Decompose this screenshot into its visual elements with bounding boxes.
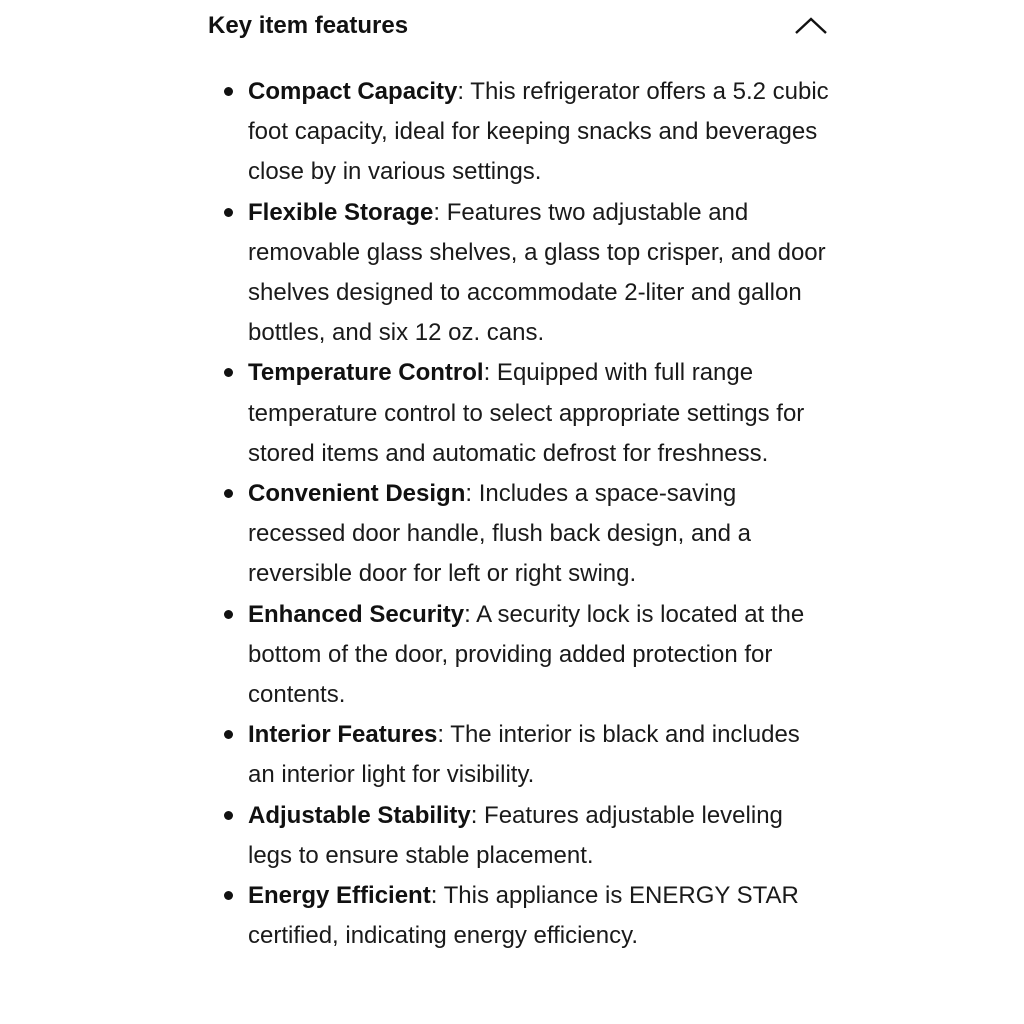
feature-name: Energy Efficient — [248, 882, 431, 910]
bullet — [224, 730, 233, 739]
feature-name: Convenient Design — [248, 480, 466, 508]
bullet — [224, 610, 233, 619]
feature-name: Flexible Storage — [248, 198, 434, 226]
key-features-panel — [208, 0, 830, 956]
list-item — [208, 353, 830, 474]
feature-description: : Features adjustable leveling legs to ensure stable placement. — [248, 801, 783, 869]
chevron-up-icon[interactable] — [794, 14, 828, 38]
feature-name: Adjustable Stability — [248, 801, 471, 829]
bullet — [224, 87, 233, 96]
bullet — [224, 368, 233, 377]
feature-name: Temperature Control — [248, 359, 484, 387]
list-item — [208, 474, 830, 595]
list-item — [208, 193, 830, 354]
key-features-header[interactable] — [208, 0, 830, 52]
feature-name: Enhanced Security — [248, 600, 465, 628]
feature-description: : This refrigerator offers a 5.2 cubic foot capacity, ideal for keeping snacks and beverages close by in various settings. — [248, 78, 829, 186]
section-title: Key item features — [208, 12, 409, 39]
list-item — [208, 715, 830, 795]
feature-description: : Features two adjustable and removable glass shelves, a glass top crisper, and door shelves designed to accommodate 2-liter and gallon bottles, and six 12 oz. cans. — [248, 198, 826, 347]
feature-description: : Includes a space-saving recessed door handle, flush back design, and a reversible door for left or right swing. — [248, 480, 752, 588]
list-item — [208, 796, 830, 876]
feature-description: : This appliance is ENERGY STAR certified, indicating energy efficiency. — [248, 882, 799, 950]
list-item — [208, 595, 830, 716]
list-item — [208, 72, 830, 193]
feature-description: : The interior is black and includes an interior light for visibility. — [248, 721, 800, 789]
feature-description: : A security lock is located at the bottom of the door, providing added protection for contents. — [248, 600, 805, 709]
bullet — [224, 208, 233, 217]
feature-list — [208, 72, 830, 956]
feature-description: : Equipped with full range temperature control to select appropriate settings for stored items and automatic defrost for freshness. — [248, 359, 805, 467]
bullet — [224, 489, 233, 498]
list-item — [208, 876, 830, 956]
feature-name: Interior Features — [248, 721, 438, 749]
feature-name: Compact Capacity — [248, 78, 458, 105]
bullet — [224, 891, 233, 900]
bullet — [224, 811, 233, 820]
